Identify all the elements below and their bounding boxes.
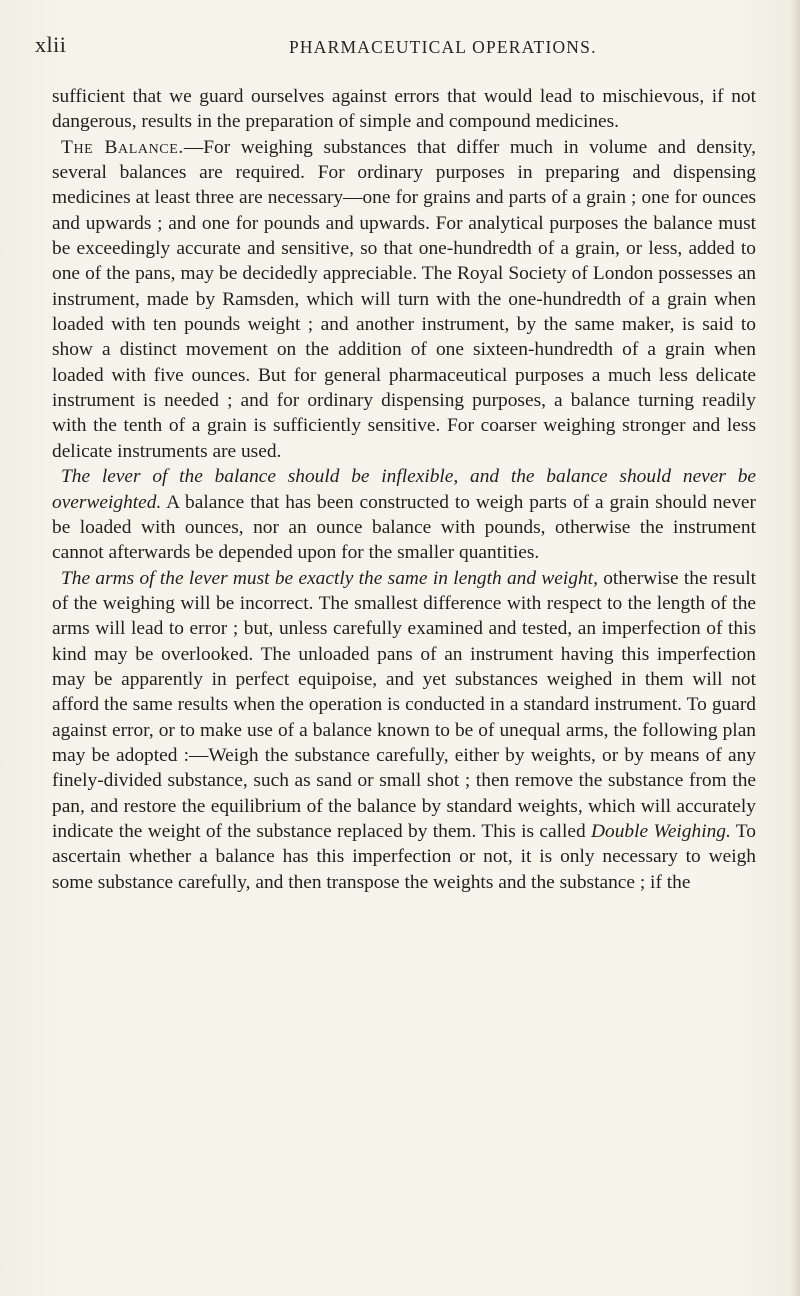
paragraph-balance [52, 135, 756, 464]
running-title: PHARMACEUTICAL OPERATIONS. [289, 37, 597, 57]
paragraph-arms-italic: The arms of the lever must be exactly the same in length and weight, [61, 567, 598, 589]
paragraph-1-text: sufficient that we guard ourselves against errors that would lead to mischievous, if not dangerous, results in the preparation of simple and compound medicines. [52, 86, 756, 133]
page-edge-shadow [790, 0, 800, 1296]
paragraph-lever [52, 464, 756, 565]
body-text [52, 84, 756, 895]
paragraph-arms-text: otherwise the result of the weighing will be incorrect. The smallest difference with respect to the length of the arms will lead to error ; but, unless carefully examined and tested, an imperfection of this kind may be overlooked. The unloaded pans of an instrument having this imperfection may be apparently in perfect equipoise, and yet substances weighed in them will not afford the same results when the operation is conducted in a standard instrument. To guard against error, or to make use of a balance known to be of unequal arms, the following plan may be adopted :—Weigh the substance carefully, either by weights, or by means of any finely-divided substance, such as sand or small shot ; then remove the substance from the pan, and restore the equilibrium of the balance by standard weights, which will accurately indicate the weight of the substance replaced by them. This is called [52, 567, 756, 842]
paragraph-arms-text-end: To ascertain whether a balance has this imperfection or not, it is only necessary to weigh some substance carefully, and then transpose the weights and the substance ; if the [52, 820, 756, 893]
paragraph-balance-text: —For weighing substances that differ much in volume and density, several balances are required. For ordinary purposes in preparing and dispensing medicines at least three are necessary—one for grains and parts of a grain ; one for ounces and upwards ; and one for pounds and upwards. For analytical purposes the balance must be exceedingly accurate and sensitive, so that one-hundredth of a grain, or less, added to one of the pans, may be decidedly appreciable. The Royal Society of London possesses an instrument, made by Ramsden, which will turn with the one-hundredth of a grain when loaded with ten pounds weight ; and another instrument, by the same maker, is said to show a distinct movement on the addition of one sixteen-hundredth of a grain when loaded with five ounces. But for general pharmaceutical purposes a much less delicate instrument is needed ; and for ordinary dispensing purposes, a balance turning readily with the tenth of a grain is sufficiently sensitive. For coarser weighing stronger and less delicate instruments are used. [52, 136, 757, 462]
paragraph-1 [52, 84, 756, 135]
page-number: xlii [35, 32, 67, 57]
paragraph-arms [52, 566, 756, 895]
double-weighing-term: Double Weighing. [591, 820, 731, 842]
paragraph-lever-italic: The lever of the balance should be inflexible, and the balance should never be overweighted. [52, 466, 756, 513]
page-header [0, 32, 800, 62]
paragraph-lever-text: A balance that has been constructed to weigh parts of a grain should never be loaded with ounces, nor an ounce balance with pounds, otherwise the instrument cannot afterwards be depended upon for the smaller quantities. [52, 491, 756, 564]
section-heading-balance: The Balance. [61, 136, 184, 158]
